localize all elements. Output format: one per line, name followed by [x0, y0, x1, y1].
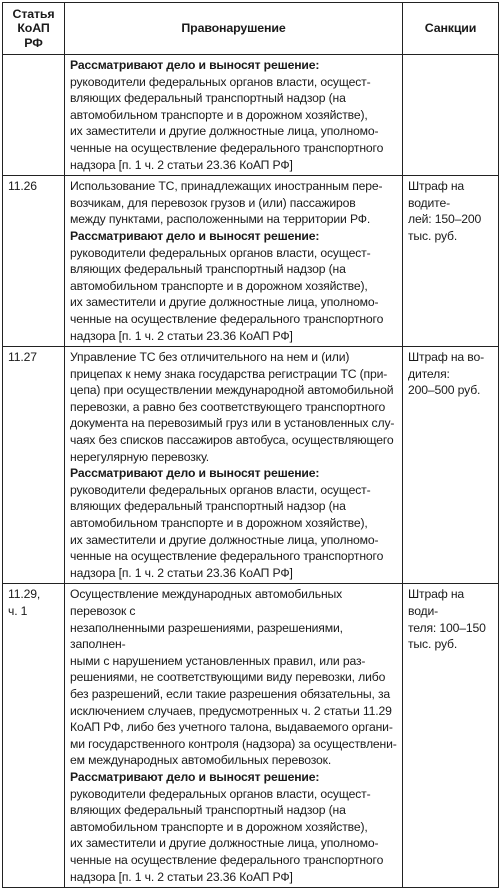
article-cell [3, 347, 65, 584]
offense-description-line: ем международных автомобильных перевозок. [70, 753, 332, 768]
table-row [3, 347, 499, 584]
offense-description-line: чаях без списков пассажиров автобуса, осуществляющего [70, 433, 394, 448]
header-article [3, 3, 65, 55]
reviewers-line: автомобильном транспорте и в дорожном хозяйстве), [70, 516, 368, 531]
reviewers-line: автомобильном транспорте и в дорожном хозяйстве), [70, 107, 368, 122]
table-header-row [3, 3, 499, 55]
offense-description-line: без разрешений, если такие разрешения обязательны, за [70, 686, 391, 701]
offense-description-line: КоАП РФ, либо без учетного талона, выдаваемого органи- [70, 720, 393, 735]
article-number: 11.26 [8, 179, 37, 194]
reviewers-line: ченные на осуществление федерального транспортного [70, 549, 384, 564]
offense-description-line: возчикам, для перевозок грузов и (или) пассажиров [70, 195, 356, 210]
sanction-cell [403, 584, 499, 888]
sanction-line: Штраф на водите- [408, 179, 465, 210]
reviewers-line: руководители федеральных органов власти, осущест- [70, 74, 371, 89]
table-row [3, 176, 499, 347]
offense-cell [65, 176, 403, 347]
reviewers-heading: Рассматривают дело и выносят решение: [70, 769, 320, 784]
offense-description-line: прицепах к нему знака государства регистрации ТС (при- [70, 366, 388, 381]
reviewers-line: ченные на осуществление федерального транспортного [70, 311, 384, 326]
offense-description-line: Управление ТС без отличительного на нем и (или) [70, 350, 350, 365]
sanction-cell [403, 347, 499, 584]
sanction-line: дителя: [408, 366, 450, 381]
reviewers-line: ченные на осуществление федерального транспортного [70, 852, 384, 867]
reviewers-line: надзора [п. 1 ч. 2 статьи 23.36 КоАП РФ] [70, 328, 293, 343]
sanction-line: 200–500 руб. [408, 383, 481, 398]
offense-description-line: перевозки, а равно без соответствующего транспортного [70, 399, 386, 414]
reviewers-line: вляющих федеральный транспортный надзор (на [70, 262, 346, 277]
reviewers-heading: Рассматривают дело и выносят решение: [70, 466, 320, 481]
sanction-line: теля: 100–150 [408, 620, 486, 635]
sanction-line: лей: 150–200 [408, 212, 482, 227]
table-body [3, 55, 499, 888]
reviewers-line: ченные на осуществление федерального транспортного [70, 140, 384, 155]
offense-description-line: цепа) при осуществлении международной автомобильной [70, 383, 394, 398]
header-offense: Правонарушение [65, 3, 403, 55]
header-sanctions: Санкции [403, 3, 499, 55]
reviewers-line: вляющих федеральный транспортный надзор (на [70, 803, 346, 818]
offense-description-line: ми государственного контроля (надзора) за осуществлени- [70, 736, 397, 751]
sanction-line: Штраф на во- [408, 350, 484, 365]
article-number: ч. 1 [8, 604, 28, 618]
article-cell [3, 584, 65, 888]
offense-description-line: нерегулярную перевозку. [70, 449, 209, 464]
reviewers-line: вляющих федеральный транспортный надзор (на [70, 499, 346, 514]
violations-table [2, 2, 499, 888]
offense-description-line: Осуществление международных автомобильных перевозок с [70, 587, 343, 618]
table-row [3, 584, 499, 888]
reviewers-heading: Рассматривают дело и выносят решение: [70, 228, 320, 243]
reviewers-line: надзора [п. 1 ч. 2 статьи 23.36 КоАП РФ] [70, 565, 293, 580]
reviewers-line: автомобильном транспорте и в дорожном хозяйстве), [70, 819, 368, 834]
reviewers-heading: Рассматривают дело и выносят решение: [70, 58, 320, 72]
article-number: 11.29, [8, 587, 41, 602]
offense-description-line: Использование ТС, принадлежащих иностранным пере- [70, 179, 383, 194]
article-cell [3, 55, 65, 176]
offense-description-line: решениями, не соответствующими виду перевозки, либо [70, 670, 386, 685]
sanction-cell [403, 176, 499, 347]
offense-description-line: ными с нарушением установленных правил, или раз- [70, 653, 366, 668]
offense-description-line: незаполненными разрешениями, разрешениями, заполнен- [70, 620, 343, 652]
reviewers-line: руководители федеральных органов власти, осущест- [70, 245, 371, 260]
reviewers-line: руководители федеральных органов власти, осущест- [70, 786, 371, 801]
header-article-line: РФ [24, 35, 43, 50]
offense-description-line: между пунктами, расположенными на территории РФ. [70, 212, 371, 227]
offense-cell [65, 584, 403, 888]
sanction-cell [403, 55, 499, 176]
reviewers-line: их заместители и другие должностные лица, уполномо- [70, 836, 379, 851]
sanction-line: Штраф на води- [408, 587, 465, 618]
reviewers-line: надзора [п. 1 ч. 2 статьи 23.36 КоАП РФ] [70, 869, 293, 884]
reviewers-line: руководители федеральных органов власти, осущест- [70, 482, 371, 497]
table-row [3, 55, 499, 176]
reviewers-line: автомобильном транспорте и в дорожном хозяйстве), [70, 278, 368, 293]
offense-cell [65, 347, 403, 584]
reviewers-line: их заместители и другие должностные лица, уполномо- [70, 295, 379, 310]
sanction-line: тыс. руб. [408, 637, 458, 652]
header-article-line: КоАП [17, 21, 50, 36]
reviewers-line: вляющих федеральный транспортный надзор (на [70, 91, 346, 106]
header-article-line: Статья [12, 6, 55, 21]
sanction-line: тыс. руб. [408, 228, 458, 243]
offense-description-line: документа на перевозимый груз или в установленных слу- [70, 416, 395, 431]
offense-description-line: исключением случаев, предусмотренных ч. 2 статьи 11.29 [70, 703, 392, 718]
reviewers-line: их заместители и другие должностные лица, уполномо- [70, 532, 379, 547]
article-cell [3, 176, 65, 347]
reviewers-line: надзора [п. 1 ч. 2 статьи 23.36 КоАП РФ] [70, 157, 293, 172]
article-number: 11.27 [8, 350, 37, 365]
reviewers-line: их заместители и другие должностные лица, уполномо- [70, 124, 379, 139]
offense-cell [65, 55, 403, 176]
